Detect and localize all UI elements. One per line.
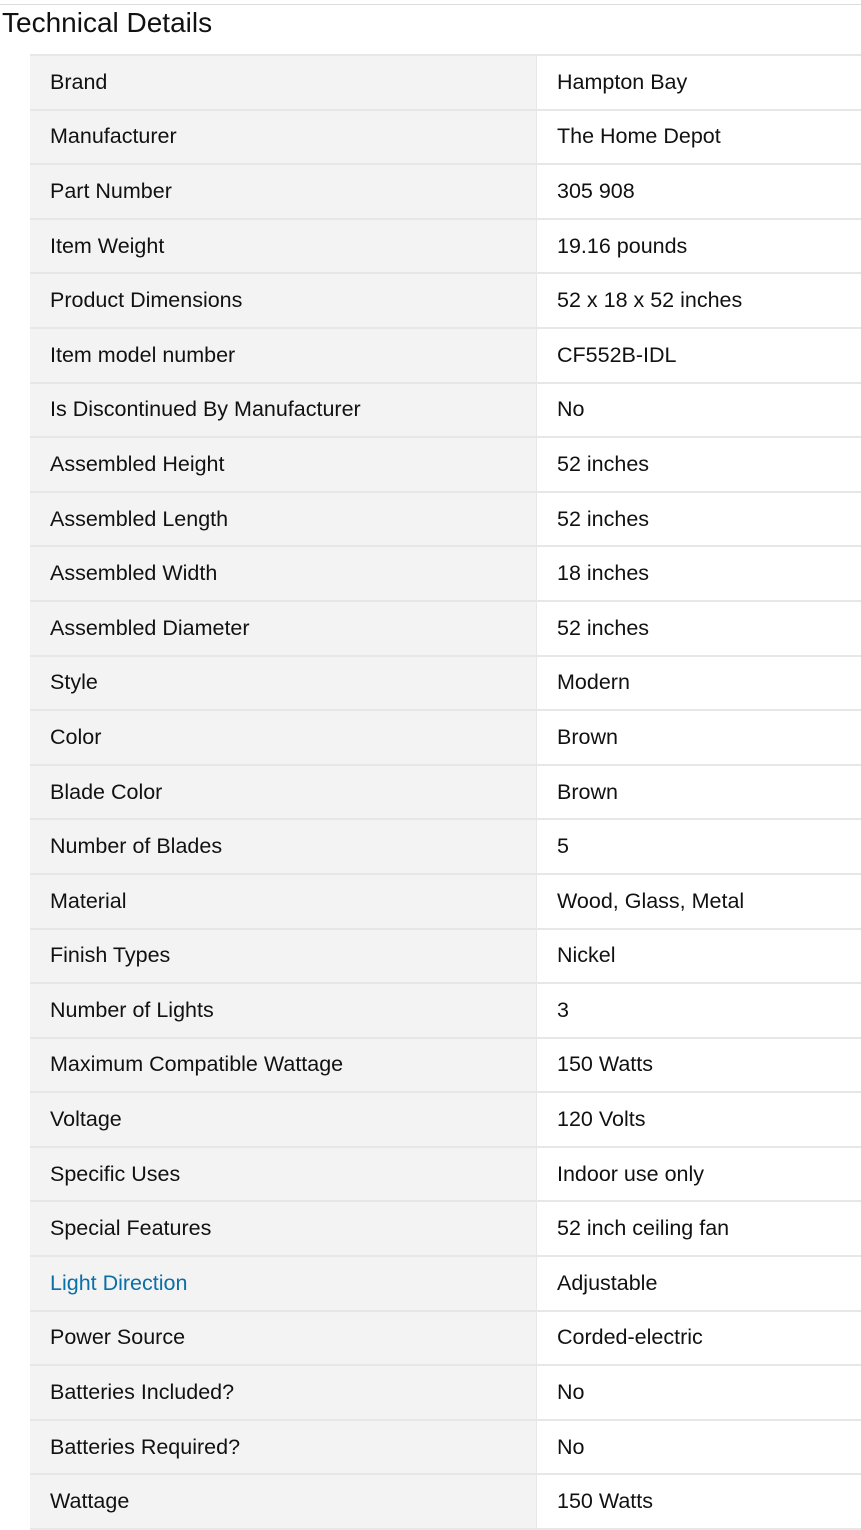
detail-label: Material	[30, 874, 537, 929]
table-row	[30, 765, 861, 820]
table-row	[30, 601, 861, 656]
detail-value: Adjustable	[537, 1256, 861, 1311]
detail-value: 52 inches	[537, 492, 861, 547]
detail-label: Voltage	[30, 1092, 537, 1147]
detail-label: Maximum Compatible Wattage	[30, 1038, 537, 1093]
table-row	[30, 219, 861, 274]
table-row	[30, 1365, 861, 1420]
table-row	[30, 164, 861, 219]
table-row	[30, 492, 861, 547]
detail-label: Manufacturer	[30, 110, 537, 165]
detail-value: Wood, Glass, Metal	[537, 874, 861, 929]
table-row	[30, 546, 861, 601]
detail-label: Assembled Width	[30, 546, 537, 601]
detail-value: 3	[537, 983, 861, 1038]
technical-details-body	[30, 55, 861, 1529]
table-row	[30, 1474, 861, 1529]
table-row	[30, 874, 861, 929]
detail-value: 52 inches	[537, 601, 861, 656]
detail-label: Power Source	[30, 1311, 537, 1366]
detail-label: Item Weight	[30, 219, 537, 274]
table-row	[30, 1092, 861, 1147]
table-row	[30, 1038, 861, 1093]
detail-label: Is Discontinued By Manufacturer	[30, 383, 537, 438]
table-row	[30, 1311, 861, 1366]
table-row	[30, 1147, 861, 1202]
table-row	[30, 656, 861, 711]
detail-value: 120 Volts	[537, 1092, 861, 1147]
table-row	[30, 1420, 861, 1475]
detail-value: Nickel	[537, 929, 861, 984]
detail-value: 150 Watts	[537, 1038, 861, 1093]
detail-value: CF552B-IDL	[537, 328, 861, 383]
detail-value: Modern	[537, 656, 861, 711]
detail-label: Number of Lights	[30, 983, 537, 1038]
detail-value: Indoor use only	[537, 1147, 861, 1202]
detail-value: No	[537, 383, 861, 438]
detail-value: 19.16 pounds	[537, 219, 861, 274]
detail-value: 150 Watts	[537, 1474, 861, 1529]
detail-label: Batteries Required?	[30, 1420, 537, 1475]
detail-label: Assembled Length	[30, 492, 537, 547]
table-row	[30, 437, 861, 492]
detail-value: 18 inches	[537, 546, 861, 601]
detail-label: Wattage	[30, 1474, 537, 1529]
detail-label: Style	[30, 656, 537, 711]
detail-value: Corded-electric	[537, 1311, 861, 1366]
table-row	[30, 383, 861, 438]
detail-label: Finish Types	[30, 929, 537, 984]
table-row	[30, 929, 861, 984]
table-row	[30, 328, 861, 383]
detail-value: Hampton Bay	[537, 55, 861, 110]
table-row	[30, 1256, 861, 1311]
detail-value: No	[537, 1420, 861, 1475]
table-row	[30, 710, 861, 765]
detail-label: Assembled Diameter	[30, 601, 537, 656]
table-row	[30, 55, 861, 110]
detail-label: Specific Uses	[30, 1147, 537, 1202]
detail-label: Blade Color	[30, 765, 537, 820]
detail-label: Item model number	[30, 328, 537, 383]
detail-value: 305 908	[537, 164, 861, 219]
detail-value: 52 x 18 x 52 inches	[537, 273, 861, 328]
detail-value: 52 inch ceiling fan	[537, 1201, 861, 1256]
detail-value: 52 inches	[537, 437, 861, 492]
technical-details-table	[30, 54, 861, 1530]
table-row	[30, 819, 861, 874]
detail-value: No	[537, 1365, 861, 1420]
detail-label-link[interactable]: Light Direction	[30, 1256, 537, 1311]
detail-value: Brown	[537, 765, 861, 820]
table-row	[30, 273, 861, 328]
detail-label: Assembled Height	[30, 437, 537, 492]
detail-value: Brown	[537, 710, 861, 765]
detail-label: Special Features	[30, 1201, 537, 1256]
detail-value: The Home Depot	[537, 110, 861, 165]
section-title: Technical Details	[2, 5, 212, 41]
table-row	[30, 983, 861, 1038]
detail-label: Product Dimensions	[30, 273, 537, 328]
detail-label: Brand	[30, 55, 537, 110]
table-row	[30, 1201, 861, 1256]
table-row	[30, 110, 861, 165]
detail-label: Number of Blades	[30, 819, 537, 874]
detail-label: Batteries Included?	[30, 1365, 537, 1420]
detail-label: Part Number	[30, 164, 537, 219]
detail-label: Color	[30, 710, 537, 765]
detail-value: 5	[537, 819, 861, 874]
